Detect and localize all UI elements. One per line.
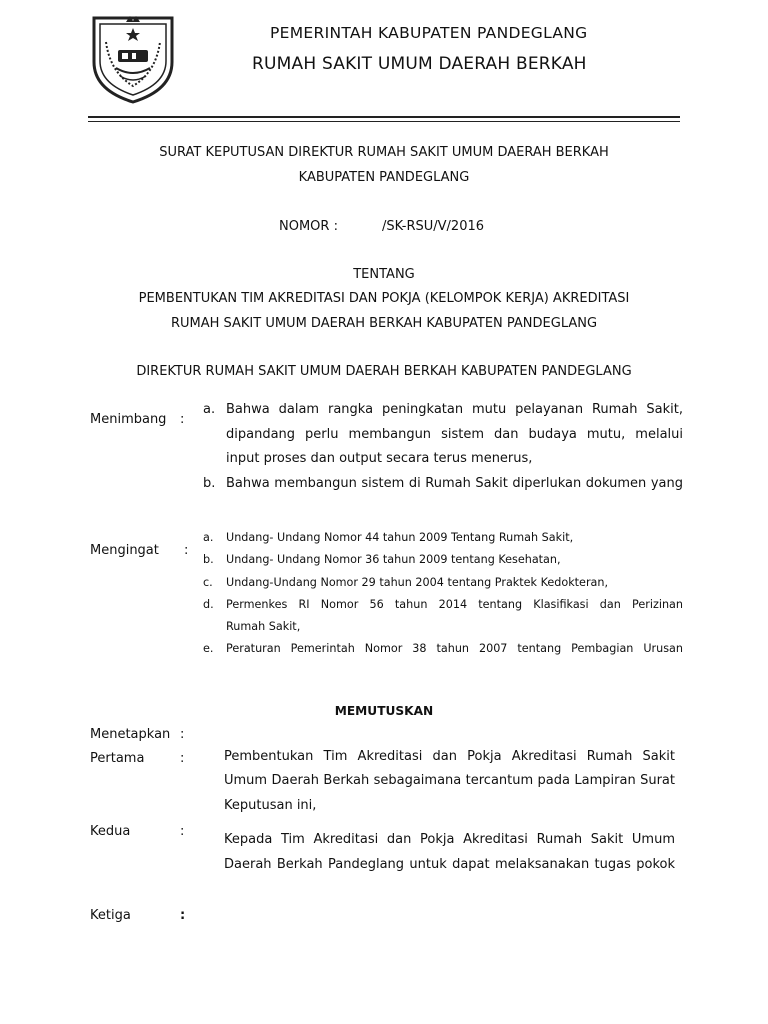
tentang-heading: TENTANG — [353, 267, 415, 282]
mengingat-marker-d: d. — [203, 598, 214, 611]
kedua-line1: Kepada Tim Akreditasi dan Pokja Akreditasi Rumah Sakit Umum — [224, 832, 675, 847]
mengingat-c-line1: Undang-Undang Nomor 29 tahun 2004 tentang Praktek Kedokteran, — [226, 576, 609, 589]
subject-line2: RUMAH SAKIT UMUM DAERAH BERKAH KABUPATEN PANDEGLANG — [170, 316, 598, 331]
issuer-line: DIREKTUR RUMAH SAKIT UMUM DAERAH BERKAH KABUPATEN PANDEGLANG — [136, 364, 632, 379]
pertama-line3: Keputusan ini, — [224, 798, 317, 813]
menimbang-colon: : — [180, 412, 185, 427]
mengingat-e-line1: Peraturan Pemerintah Nomor 38 tahun 2007 tentang Pembagian Urusan — [226, 642, 683, 655]
menimbang-a-line1: Bahwa dalam rangka peningkatan mutu pelayanan Rumah Sakit, — [226, 402, 683, 417]
mengingat-b-line1: Undang- Undang Nomor 36 tahun 2009 tentang Kesehatan, — [226, 553, 561, 566]
mengingat-d-line2: Rumah Sakit, — [226, 620, 301, 633]
mengingat-marker-c: c. — [203, 576, 213, 589]
menimbang-a-line2: dipandang perlu membangun sistem dan budaya mutu, melalui — [226, 427, 683, 442]
pertama-label: Pertama — [90, 751, 145, 766]
decree-title-line2: KABUPATEN PANDEGLANG — [298, 170, 470, 185]
subject-line1: PEMBENTUKAN TIM AKREDITASI DAN POKJA (KELOMPOK KERJA) AKREDITASI — [138, 291, 630, 306]
menetapkan-label: Menetapkan — [90, 727, 171, 742]
ketiga-label: Ketiga — [90, 908, 131, 923]
regency-seal-logo — [90, 12, 176, 104]
menimbang-a-line3: input proses dan output secara terus menerus, — [226, 451, 533, 466]
menimbang-b-line1: Bahwa membangun sistem di Rumah Sakit diperlukan dokumen yang — [226, 476, 683, 491]
header-rule-thick — [88, 116, 680, 118]
mengingat-marker-a: a. — [203, 531, 214, 544]
mengingat-d-line1: Permenkes RI Nomor 56 tahun 2014 tentang Klasifikasi dan Perizinan — [226, 598, 683, 611]
kedua-line2: Daerah Berkah Pandeglang untuk dapat melaksanakan tugas pokok — [224, 857, 675, 872]
header-rule-thin — [88, 121, 680, 122]
menimbang-label: Menimbang — [90, 412, 167, 427]
menimbang-marker-a: a. — [203, 402, 216, 417]
mengingat-marker-b: b. — [203, 553, 214, 566]
nomor-value: /SK-RSU/V/2016 — [382, 219, 485, 234]
mengingat-a-line1: Undang- Undang Nomor 44 tahun 2009 Tentang Rumah Sakit, — [226, 531, 574, 544]
nomor-label: NOMOR : — [279, 219, 338, 234]
pertama-colon: : — [180, 751, 185, 766]
kedua-colon: : — [180, 824, 185, 839]
menetapkan-colon: : — [180, 727, 185, 742]
decree-title-line1: SURAT KEPUTUSAN DIREKTUR RUMAH SAKIT UMUM DAERAH BERKAH — [159, 145, 609, 160]
pertama-line2: Umum Daerah Berkah sebagaimana tercantum pada Lampiran Surat — [224, 773, 675, 788]
mengingat-colon: : — [184, 543, 189, 558]
ketiga-colon: : — [180, 908, 186, 923]
mengingat-marker-e: e. — [203, 642, 214, 655]
memutuskan-heading: MEMUTUSKAN — [334, 704, 434, 718]
hospital-name: RUMAH SAKIT UMUM DAERAH BERKAH — [252, 54, 587, 74]
menimbang-marker-b: b. — [203, 476, 216, 491]
kedua-label: Kedua — [90, 824, 131, 839]
government-name: PEMERINTAH KABUPATEN PANDEGLANG — [270, 24, 588, 42]
pertama-line1: Pembentukan Tim Akreditasi dan Pokja Akreditasi Rumah Sakit — [224, 749, 675, 764]
mengingat-label: Mengingat — [90, 543, 159, 558]
